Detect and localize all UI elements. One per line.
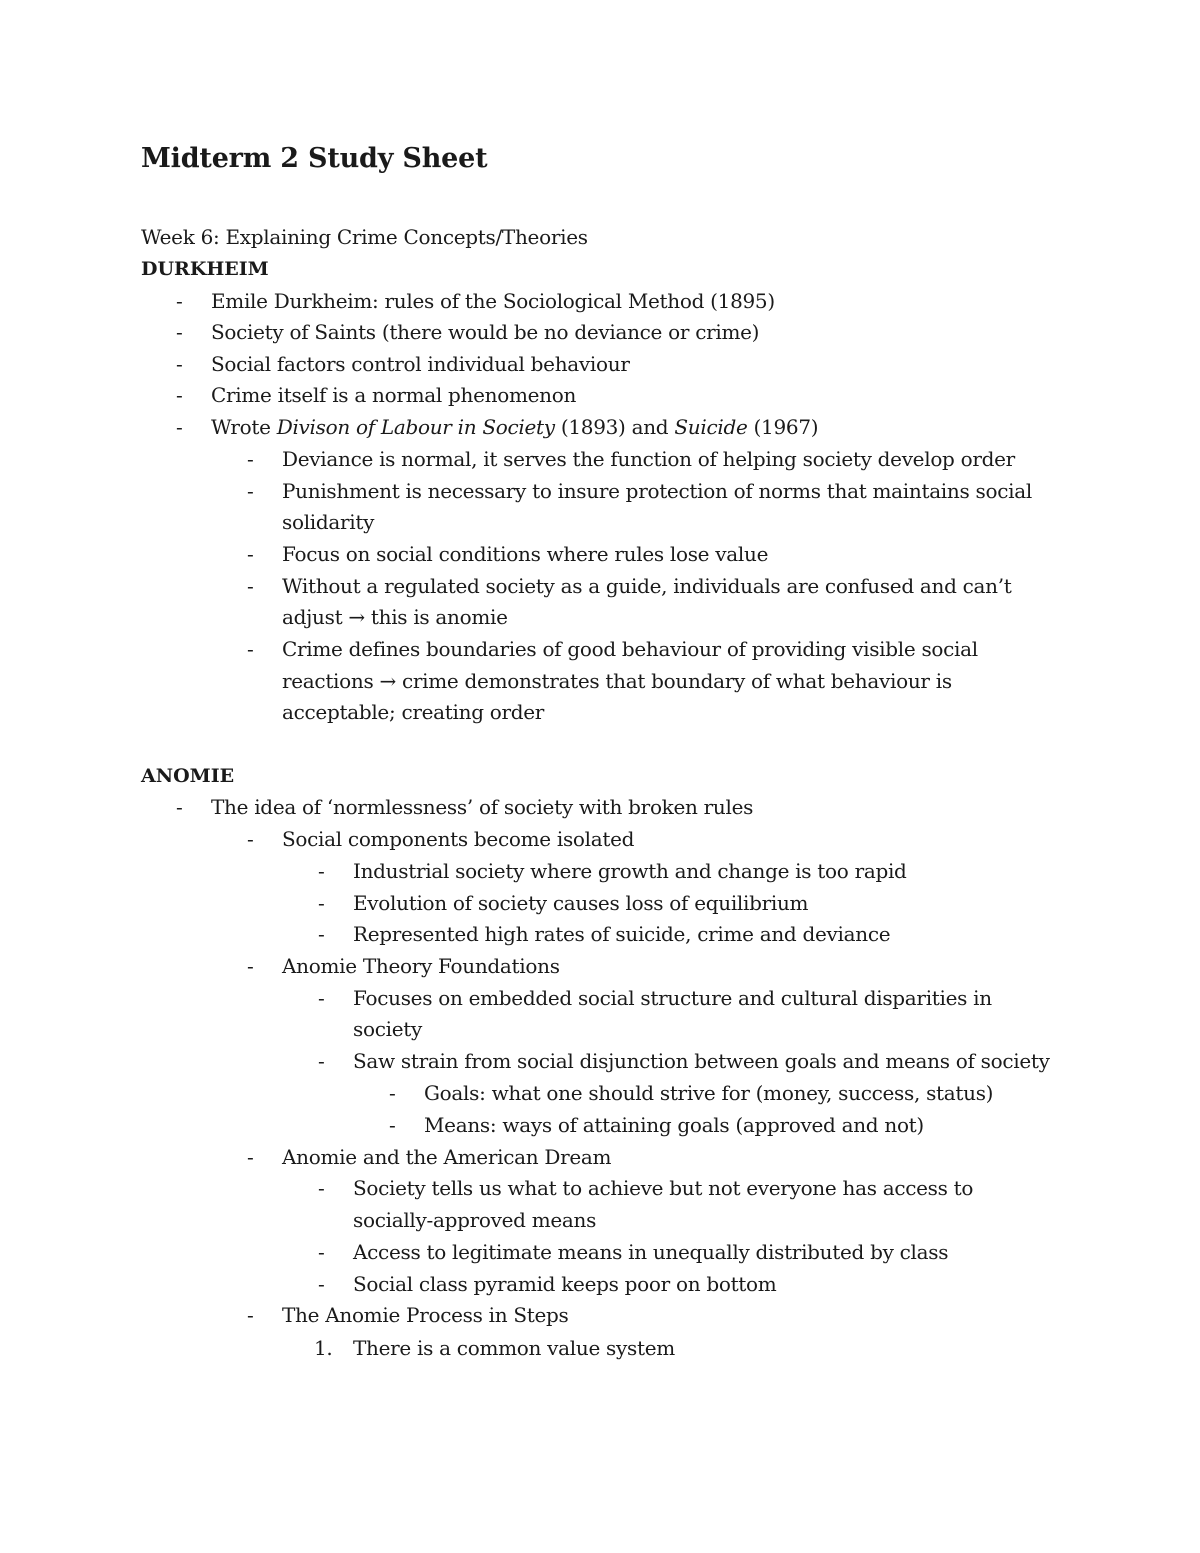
bullet-dash: - [318, 859, 325, 883]
sub-list-item: Focus on social conditions where rules lose value [282, 542, 769, 566]
book-title: Suicide [674, 415, 748, 439]
bullet-dash: - [247, 954, 254, 978]
section-heading-anomie: ANOMIE [141, 765, 235, 787]
bullet-dash: - [176, 795, 183, 819]
sub-sub-list-item: Society tells us what to achieve but not everyone has access to [353, 1176, 974, 1200]
sub-list-item: Anomie Theory Foundations [282, 954, 560, 978]
bullet-dash: - [318, 891, 325, 915]
bullet-dash: - [247, 1145, 254, 1169]
list-item: Emile Durkheim: rules of the Sociological Method (1895) [211, 289, 775, 313]
sub-sub-list-item: Social class pyramid keeps poor on bottom [353, 1272, 777, 1296]
week-subtitle: Week 6: Explaining Crime Concepts/Theories [141, 225, 588, 249]
step-number: 1. [314, 1336, 333, 1360]
bullet-dash: - [247, 574, 254, 598]
bullet-dash: - [318, 922, 325, 946]
sub-sub-list-item-continued: society [353, 1017, 422, 1041]
bullet-dash: - [176, 383, 183, 407]
bullet-dash: - [247, 447, 254, 471]
list-item-wrote [211, 411, 818, 443]
bullet-dash: - [247, 827, 254, 851]
bullet-dash: - [176, 289, 183, 313]
sub-list-item: Crime defines boundaries of good behaviour of providing visible social [282, 637, 978, 661]
sub-sub-list-item: Access to legitimate means in unequally distributed by class [353, 1240, 949, 1264]
bullet-dash: - [176, 320, 183, 344]
sub-list-item-continued: adjust → this is anomie [282, 605, 508, 629]
sub-list-item-continued: acceptable; creating order [282, 700, 545, 724]
bullet-dash: - [318, 1176, 325, 1200]
bullet-dash: - [176, 415, 183, 439]
bullet-dash: - [247, 637, 254, 661]
bullet-dash: - [247, 479, 254, 503]
wrote-middle: (1893) and [554, 415, 675, 439]
list-item: The idea of ‘normlessness’ of society with broken rules [211, 795, 754, 819]
sub-list-item: Anomie and the American Dream [282, 1145, 612, 1169]
sub-list-item: Deviance is normal, it serves the function of helping society develop order [282, 447, 1015, 471]
wrote-suffix: (1967) [747, 415, 819, 439]
sub-sub-list-item: Focuses on embedded social structure and cultural disparities in [353, 986, 992, 1010]
page-title: Midterm 2 Study Sheet [141, 143, 488, 174]
sub-sub-list-item-continued: socially-approved means [353, 1208, 597, 1232]
bullet-dash: - [318, 986, 325, 1010]
section-heading-durkheim: DURKHEIM [141, 258, 269, 280]
sub-list-item: Punishment is necessary to insure protection of norms that maintains social [282, 479, 1032, 503]
bullet-dash: - [318, 1049, 325, 1073]
bullet-dash: - [318, 1240, 325, 1264]
wrote-prefix: Wrote [211, 415, 277, 439]
level4-list-item: Goals: what one should strive for (money, success, status) [424, 1081, 994, 1105]
sub-list-item: Without a regulated society as a guide, individuals are confused and can’t [282, 574, 1012, 598]
sub-sub-list-item: Industrial society where growth and change is too rapid [353, 859, 907, 883]
bullet-dash: - [247, 1303, 254, 1327]
sub-sub-list-item: Evolution of society causes loss of equilibrium [353, 891, 809, 915]
sub-sub-list-item: Saw strain from social disjunction between goals and means of society [353, 1049, 1050, 1073]
level4-list-item: Means: ways of attaining goals (approved and not) [424, 1113, 924, 1137]
bullet-dash: - [389, 1081, 396, 1105]
list-item: Society of Saints (there would be no deviance or crime) [211, 320, 760, 344]
list-item: Social factors control individual behaviour [211, 352, 630, 376]
book-title: Divison of Labour in Society [276, 415, 555, 439]
bullet-dash: - [389, 1113, 396, 1137]
bullet-dash: - [318, 1272, 325, 1296]
sub-list-item: Social components become isolated [282, 827, 635, 851]
sub-list-item-continued: reactions → crime demonstrates that boundary of what behaviour is [282, 669, 952, 693]
sub-list-item-continued: solidarity [282, 510, 375, 534]
bullet-dash: - [247, 542, 254, 566]
bullet-dash: - [176, 352, 183, 376]
list-item: Crime itself is a normal phenomenon [211, 383, 577, 407]
sub-list-item: The Anomie Process in Steps [282, 1303, 569, 1327]
numbered-list-item: There is a common value system [353, 1336, 675, 1360]
sub-sub-list-item: Represented high rates of suicide, crime and deviance [353, 922, 891, 946]
